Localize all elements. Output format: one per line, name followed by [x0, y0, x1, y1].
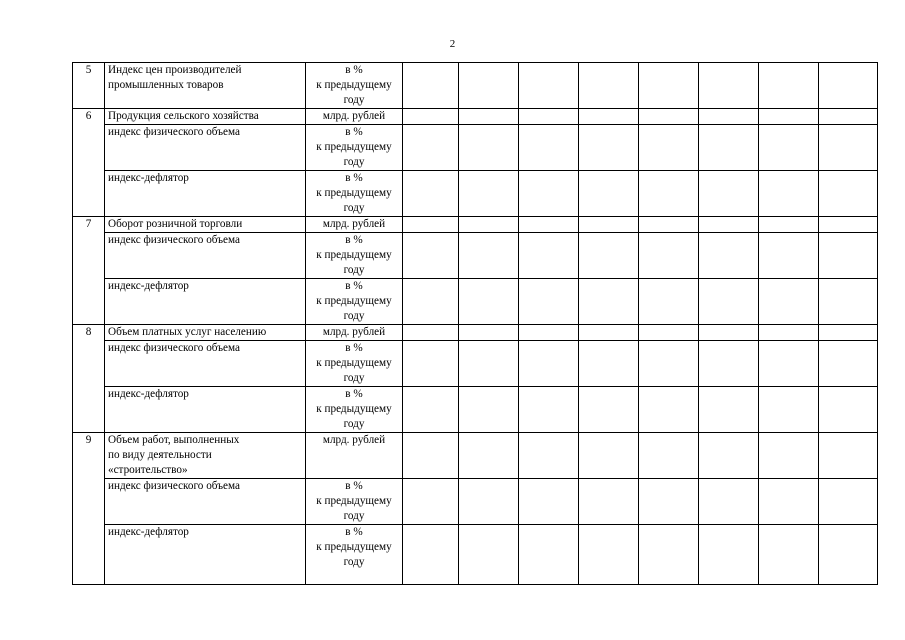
value-cell[interactable] — [759, 387, 819, 433]
value-cell[interactable] — [519, 279, 579, 325]
value-cell[interactable] — [459, 341, 519, 387]
value-cell[interactable] — [699, 217, 759, 233]
table-row — [73, 341, 878, 387]
value-cell[interactable] — [519, 63, 579, 109]
table-row — [73, 63, 878, 109]
indicator-name: индекс физического объема — [105, 233, 306, 279]
table-row — [73, 479, 878, 525]
value-cell[interactable] — [819, 233, 878, 279]
value-cell[interactable] — [459, 233, 519, 279]
value-cell[interactable] — [639, 525, 699, 585]
value-cell[interactable] — [579, 125, 639, 171]
value-cell[interactable] — [519, 479, 579, 525]
table-row — [73, 525, 878, 585]
indicator-name: Продукция сельского хозяйства — [105, 109, 306, 125]
value-cell[interactable] — [403, 171, 459, 217]
value-cell[interactable] — [403, 63, 459, 109]
value-cell[interactable] — [579, 341, 639, 387]
value-cell[interactable] — [519, 325, 579, 341]
indicator-name: Оборот розничной торговли — [105, 217, 306, 233]
value-cell[interactable] — [699, 341, 759, 387]
value-cell[interactable] — [403, 233, 459, 279]
value-cell[interactable] — [459, 479, 519, 525]
table-row — [73, 125, 878, 171]
value-cell[interactable] — [759, 525, 819, 585]
value-cell[interactable] — [459, 109, 519, 125]
value-cell[interactable] — [819, 63, 878, 109]
value-cell[interactable] — [699, 525, 759, 585]
row-number: 8 — [73, 325, 105, 433]
unit-cell: млрд. рублей — [306, 325, 403, 341]
value-cell[interactable] — [403, 125, 459, 171]
value-cell[interactable] — [759, 341, 819, 387]
value-cell[interactable] — [519, 433, 579, 479]
unit-cell: в % к предыдущему году — [306, 171, 403, 217]
value-cell[interactable] — [699, 387, 759, 433]
value-cell[interactable] — [403, 479, 459, 525]
unit-cell: млрд. рублей — [306, 109, 403, 125]
value-cell[interactable] — [579, 171, 639, 217]
value-cell[interactable] — [639, 479, 699, 525]
table-row — [73, 387, 878, 433]
indicator-name: индекс физического объема — [105, 479, 306, 525]
indicator-name: индекс-дефлятор — [105, 171, 306, 217]
value-cell[interactable] — [403, 341, 459, 387]
value-cell[interactable] — [579, 63, 639, 109]
row-number: 7 — [73, 217, 105, 325]
value-cell[interactable] — [699, 125, 759, 171]
value-cell[interactable] — [699, 433, 759, 479]
value-cell[interactable] — [699, 63, 759, 109]
value-cell[interactable] — [639, 217, 699, 233]
unit-cell: в % к предыдущему году — [306, 525, 403, 585]
value-cell[interactable] — [759, 325, 819, 341]
table-row — [73, 433, 878, 479]
value-cell[interactable] — [459, 387, 519, 433]
value-cell[interactable] — [699, 171, 759, 217]
value-cell[interactable] — [519, 525, 579, 585]
value-cell[interactable] — [639, 387, 699, 433]
value-cell[interactable] — [639, 125, 699, 171]
table-row — [73, 233, 878, 279]
value-cell[interactable] — [459, 279, 519, 325]
indicator-name: индекс-дефлятор — [105, 387, 306, 433]
value-cell[interactable] — [403, 217, 459, 233]
value-cell[interactable] — [403, 109, 459, 125]
value-cell[interactable] — [819, 341, 878, 387]
value-cell[interactable] — [459, 525, 519, 585]
value-cell[interactable] — [699, 233, 759, 279]
value-cell[interactable] — [579, 325, 639, 341]
value-cell[interactable] — [459, 171, 519, 217]
row-number: 5 — [73, 63, 105, 109]
value-cell[interactable] — [759, 279, 819, 325]
value-cell[interactable] — [459, 325, 519, 341]
indicator-name: Объем платных услуг населению — [105, 325, 306, 341]
value-cell[interactable] — [699, 279, 759, 325]
value-cell[interactable] — [403, 433, 459, 479]
value-cell[interactable] — [759, 171, 819, 217]
indicator-name: индекс-дефлятор — [105, 279, 306, 325]
table-row — [73, 279, 878, 325]
unit-cell: в % к предыдущему году — [306, 233, 403, 279]
row-number: 9 — [73, 433, 105, 585]
value-cell[interactable] — [819, 479, 878, 525]
value-cell[interactable] — [639, 325, 699, 341]
table-row — [73, 109, 878, 125]
unit-cell: в % к предыдущему году — [306, 479, 403, 525]
value-cell[interactable] — [519, 387, 579, 433]
value-cell[interactable] — [759, 479, 819, 525]
value-cell[interactable] — [459, 63, 519, 109]
value-cell[interactable] — [403, 387, 459, 433]
unit-cell: в % к предыдущему году — [306, 125, 403, 171]
indicator-name: Индекс цен производителей промышленных товаров — [105, 63, 306, 109]
value-cell[interactable] — [819, 125, 878, 171]
value-cell[interactable] — [519, 125, 579, 171]
row-number: 6 — [73, 109, 105, 217]
value-cell[interactable] — [819, 525, 878, 585]
value-cell[interactable] — [579, 217, 639, 233]
value-cell[interactable] — [819, 109, 878, 125]
value-cell[interactable] — [459, 433, 519, 479]
value-cell[interactable] — [759, 125, 819, 171]
indicator-name: индекс физического объема — [105, 341, 306, 387]
value-cell[interactable] — [579, 433, 639, 479]
unit-cell: млрд. рублей — [306, 433, 403, 479]
value-cell[interactable] — [459, 217, 519, 233]
indicator-name: индекс-дефлятор — [105, 525, 306, 585]
value-cell[interactable] — [819, 387, 878, 433]
value-cell[interactable] — [519, 171, 579, 217]
table-row — [73, 325, 878, 341]
value-cell[interactable] — [403, 279, 459, 325]
value-cell[interactable] — [579, 233, 639, 279]
unit-cell: в % к предыдущему году — [306, 341, 403, 387]
unit-cell: млрд. рублей — [306, 217, 403, 233]
value-cell[interactable] — [639, 279, 699, 325]
indicators-table — [72, 62, 878, 585]
value-cell[interactable] — [519, 233, 579, 279]
value-cell[interactable] — [639, 171, 699, 217]
value-cell[interactable] — [579, 479, 639, 525]
value-cell[interactable] — [639, 233, 699, 279]
value-cell[interactable] — [759, 109, 819, 125]
value-cell[interactable] — [459, 125, 519, 171]
value-cell[interactable] — [579, 387, 639, 433]
value-cell[interactable] — [519, 109, 579, 125]
unit-cell: в % к предыдущему году — [306, 279, 403, 325]
value-cell[interactable] — [819, 325, 878, 341]
table-row — [73, 217, 878, 233]
value-cell[interactable] — [403, 325, 459, 341]
value-cell[interactable] — [819, 171, 878, 217]
value-cell[interactable] — [759, 233, 819, 279]
value-cell[interactable] — [579, 525, 639, 585]
value-cell[interactable] — [579, 109, 639, 125]
unit-cell: в % к предыдущему году — [306, 387, 403, 433]
value-cell[interactable] — [819, 217, 878, 233]
value-cell[interactable] — [699, 109, 759, 125]
value-cell[interactable] — [759, 433, 819, 479]
value-cell[interactable] — [819, 279, 878, 325]
value-cell[interactable] — [403, 525, 459, 585]
value-cell[interactable] — [639, 433, 699, 479]
value-cell[interactable] — [639, 341, 699, 387]
value-cell[interactable] — [759, 63, 819, 109]
value-cell[interactable] — [519, 341, 579, 387]
value-cell[interactable] — [819, 433, 878, 479]
value-cell[interactable] — [579, 279, 639, 325]
table-row — [73, 171, 878, 217]
page-number: 2 — [449, 38, 456, 50]
value-cell[interactable] — [699, 479, 759, 525]
value-cell[interactable] — [639, 63, 699, 109]
indicator-name: Объем работ, выполненных по виду деятельности «строительство» — [105, 433, 306, 479]
unit-cell: в % к предыдущему году — [306, 63, 403, 109]
value-cell[interactable] — [699, 325, 759, 341]
value-cell[interactable] — [759, 217, 819, 233]
value-cell[interactable] — [639, 109, 699, 125]
value-cell[interactable] — [519, 217, 579, 233]
indicator-name: индекс физического объема — [105, 125, 306, 171]
